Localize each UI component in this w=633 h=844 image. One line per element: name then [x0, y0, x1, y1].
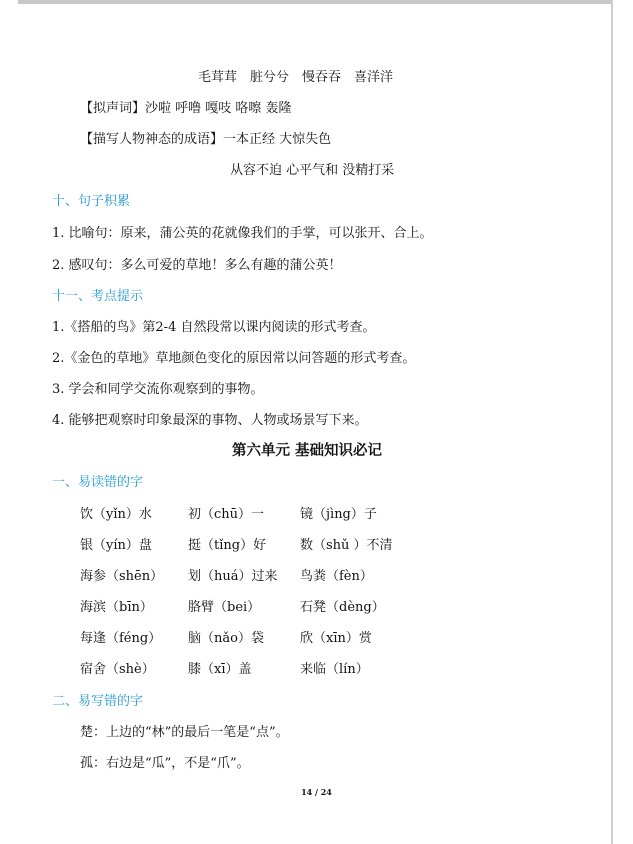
- onomatopoeia-line: 【拟声词】沙啦 呼噜 嘎吱 咯嚓 轰隆: [80, 101, 292, 116]
- page-number: 14 / 24: [301, 787, 332, 797]
- miswritten-item: 楚：上边的“林”的最后一笔是“点”。: [80, 725, 289, 740]
- section-heading-miswritten-chars: 二、易写错的字: [52, 694, 144, 709]
- tip-item: 4. 能够把观察时印象最深的事物、人物或场景写下来。: [52, 413, 368, 428]
- section-heading-misread-chars: 一、易读错的字: [52, 475, 144, 490]
- pinyin-cell: 欣（xīn）赏: [300, 631, 372, 646]
- sentence-item: 1. 比喻句：原来，蒲公英的花就像我们的手掌，可以张开、合上。: [52, 226, 433, 241]
- tip-item: 2.《金色的草地》草地颜色变化的原因常以问答题的形式考查。: [52, 351, 416, 366]
- tip-item: 1.《搭船的鸟》第2-4 自然段常以课内阅读的形式考查。: [52, 320, 376, 335]
- pinyin-cell: 银（yín）盘: [80, 538, 152, 553]
- pinyin-cell: 饮（yǐn）水: [80, 507, 152, 522]
- pinyin-cell: 海参（shēn）: [80, 569, 164, 584]
- pinyin-cell: 鸟粪（fèn）: [300, 569, 373, 584]
- pinyin-cell: 镜（jìng）子: [300, 507, 377, 522]
- right-border: [611, 0, 613, 844]
- top-border: [18, 0, 613, 4]
- idiom-line: 【描写人物神态的成语】一本正经 大惊失色: [80, 132, 332, 147]
- pinyin-cell: 来临（lín）: [300, 662, 369, 677]
- section-heading-sentences: 十、句子积累: [52, 194, 131, 209]
- pinyin-cell: 数（shǔ ）不清: [300, 538, 393, 553]
- pinyin-cell: 海滨（bīn）: [80, 600, 153, 615]
- pinyin-cell: 划（huá）过来: [188, 569, 278, 584]
- sentence-item: 2. 感叹句：多么可爱的草地！多么有趣的蒲公英！: [52, 258, 342, 273]
- pinyin-cell: 每逢（féng）: [80, 631, 162, 646]
- pinyin-cell: 脑（nǎo）袋: [188, 631, 264, 646]
- pinyin-cell: 石凳（dèng）: [300, 600, 385, 615]
- pinyin-cell: 宿舍（shè）: [80, 662, 155, 677]
- pinyin-cell: 初（chū）一: [188, 507, 265, 522]
- pinyin-cell: 膝（xī）盖: [188, 662, 252, 677]
- word-list-line: 毛茸茸 脏兮兮 慢吞吞 喜洋洋: [198, 70, 394, 85]
- idiom-line-continued: 从容不迫 心平气和 没精打采: [230, 163, 395, 178]
- section-heading-exam-tips: 十一、考点提示: [52, 289, 144, 304]
- tip-item: 3. 学会和同学交流你观察到的事物。: [52, 382, 264, 397]
- unit-title: 第六单元 基础知识必记: [232, 442, 383, 459]
- pinyin-cell: 胳臂（bei）: [188, 600, 261, 615]
- miswritten-item: 孤：右边是“瓜”，不是“爪”。: [80, 756, 250, 771]
- pinyin-cell: 挺（tǐng）好: [188, 538, 267, 553]
